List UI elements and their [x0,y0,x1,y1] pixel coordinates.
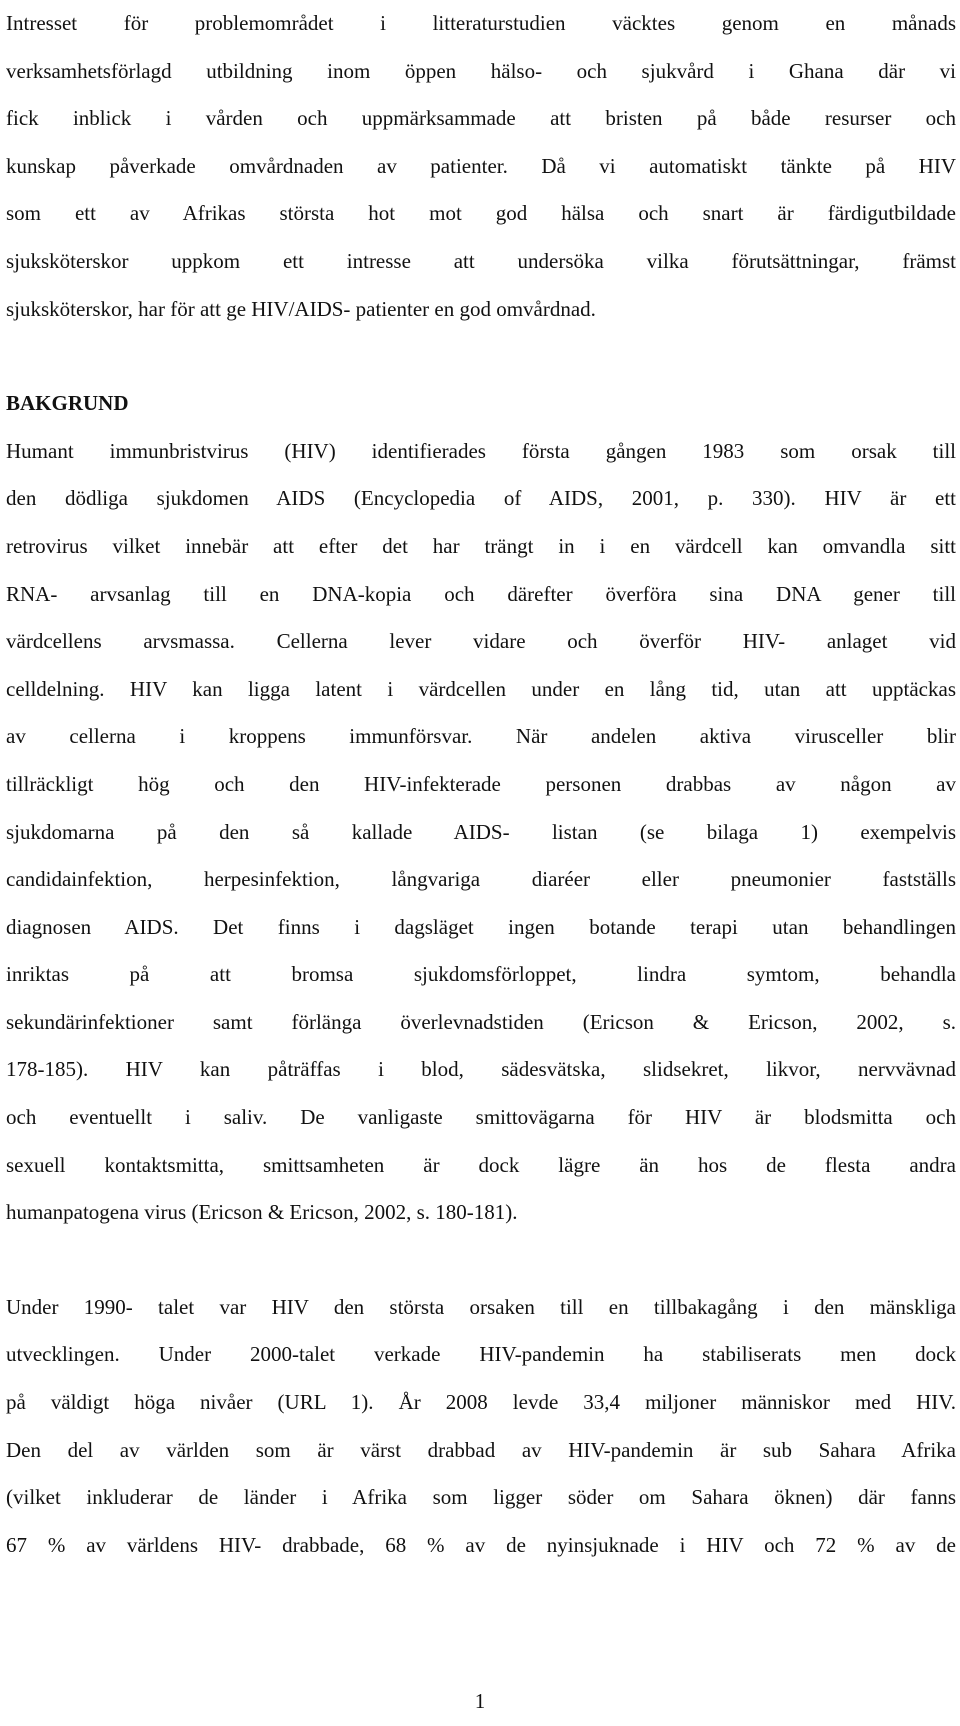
text-line: 67 % av världens HIV- drabbade, 68 % av de nyinsjuknade i HIV och 72 % av de [6,1532,956,1557]
text-line: sjuksköterskor uppkom ett intresse att undersöka vilka förutsättningar, främst [6,248,956,273]
text-line: fick inblick i vården och uppmärksammade att bristen på både resurser och [6,106,956,131]
text-line: Under 1990- talet var HIV den största orsaken till en tillbakagång i den mänskliga [6,1294,956,1319]
text-line: sekundärinfektioner samt förlänga överlevnadstiden (Ericson & Ericson, 2002, s. [6,1009,956,1034]
text-line: Intresset för problemområdet i litteraturstudien väcktes genom en månads [6,11,956,35]
text-line: den dödliga sjukdomen AIDS (Encyclopedia of AIDS, 2001, p. 330). HIV är ett [6,486,956,511]
text-line: 178-185). HIV kan påträffas i blod, sädesvätska, slidsekret, likvor, nervvävnad [6,1057,956,1082]
paragraph-epidemiology [6,1284,956,1570]
text-line: diagnosen AIDS. Det finns i dagsläget ingen botande terapi utan behandlingen [6,914,956,939]
paragraph-spacer [6,333,956,380]
text-line: Den del av världen som är värst drabbad av HIV-pandemin är sub Sahara Afrika [6,1437,956,1462]
text-line: retrovirus vilket innebär att efter det har trängt in i en värdcell kan omvandla sitt [6,533,956,558]
text-line: som ett av Afrikas största hot mot god hälsa och snart är färdigutbildade [6,201,956,226]
paragraph-intro [6,0,956,333]
text-line: och eventuellt i saliv. De vanligaste smittovägarna för HIV är blodsmitta och [6,1105,956,1130]
text-line: sjuksköterskor, har för att ge HIV/AIDS- patienter en god omvårdnad. [6,296,596,321]
text-line: inriktas på att bromsa sjukdomsförloppet, lindra symtom, behandla [6,962,956,987]
text-line: värdcellens arvsmassa. Cellerna lever vidare och överför HIV- anlaget vid [6,629,956,654]
text-line: (vilket inkluderar de länder i Afrika som ligger söder om Sahara öknen) där fanns [6,1485,956,1510]
text-line: på väldigt höga nivåer (URL 1). År 2008 levde 33,4 miljoner människor med HIV. [6,1390,956,1415]
page-number: 1 [474,1689,486,1713]
document-page [6,0,956,1569]
text-line: humanpatogena virus (Ericson & Ericson, 2002, s. 180-181). [6,1200,518,1225]
text-line: verksamhetsförlagd utbildning inom öppen hälso- och sjukvård i Ghana där vi [6,58,956,83]
paragraph-background [6,428,956,1237]
section-heading: BAKGRUND [6,391,129,416]
text-line: candidainfektion, herpesinfektion, långvariga diaréer eller pneumonier fastställs [6,867,956,892]
text-line: av cellerna i kroppens immunförsvar. När andelen aktiva virusceller blir [6,724,956,749]
text-line: sjukdomarna på den så kallade AIDS- listan (se bilaga 1) exempelvis [6,819,956,844]
text-line: Humant immunbristvirus (HIV) identifierades första gången 1983 som orsak till [6,438,956,463]
text-line: tillräckligt hög och den HIV-infekterade personen drabbas av någon av [6,771,956,796]
paragraph-spacer [6,1237,956,1284]
text-line: kunskap påverkade omvårdnaden av patienter. Då vi automatiskt tänkte på HIV [6,153,956,178]
text-line: utvecklingen. Under 2000-talet verkade HIV-pandemin ha stabiliserats men dock [6,1342,956,1367]
text-line: RNA- arvsanlag till en DNA-kopia och därefter överföra sina DNA gener till [6,581,956,606]
text-line: celldelning. HIV kan ligga latent i värdcellen under en lång tid, utan att upptäckas [6,676,956,701]
text-line: sexuell kontaktsmitta, smittsamheten är dock lägre än hos de flesta andra [6,1152,956,1177]
